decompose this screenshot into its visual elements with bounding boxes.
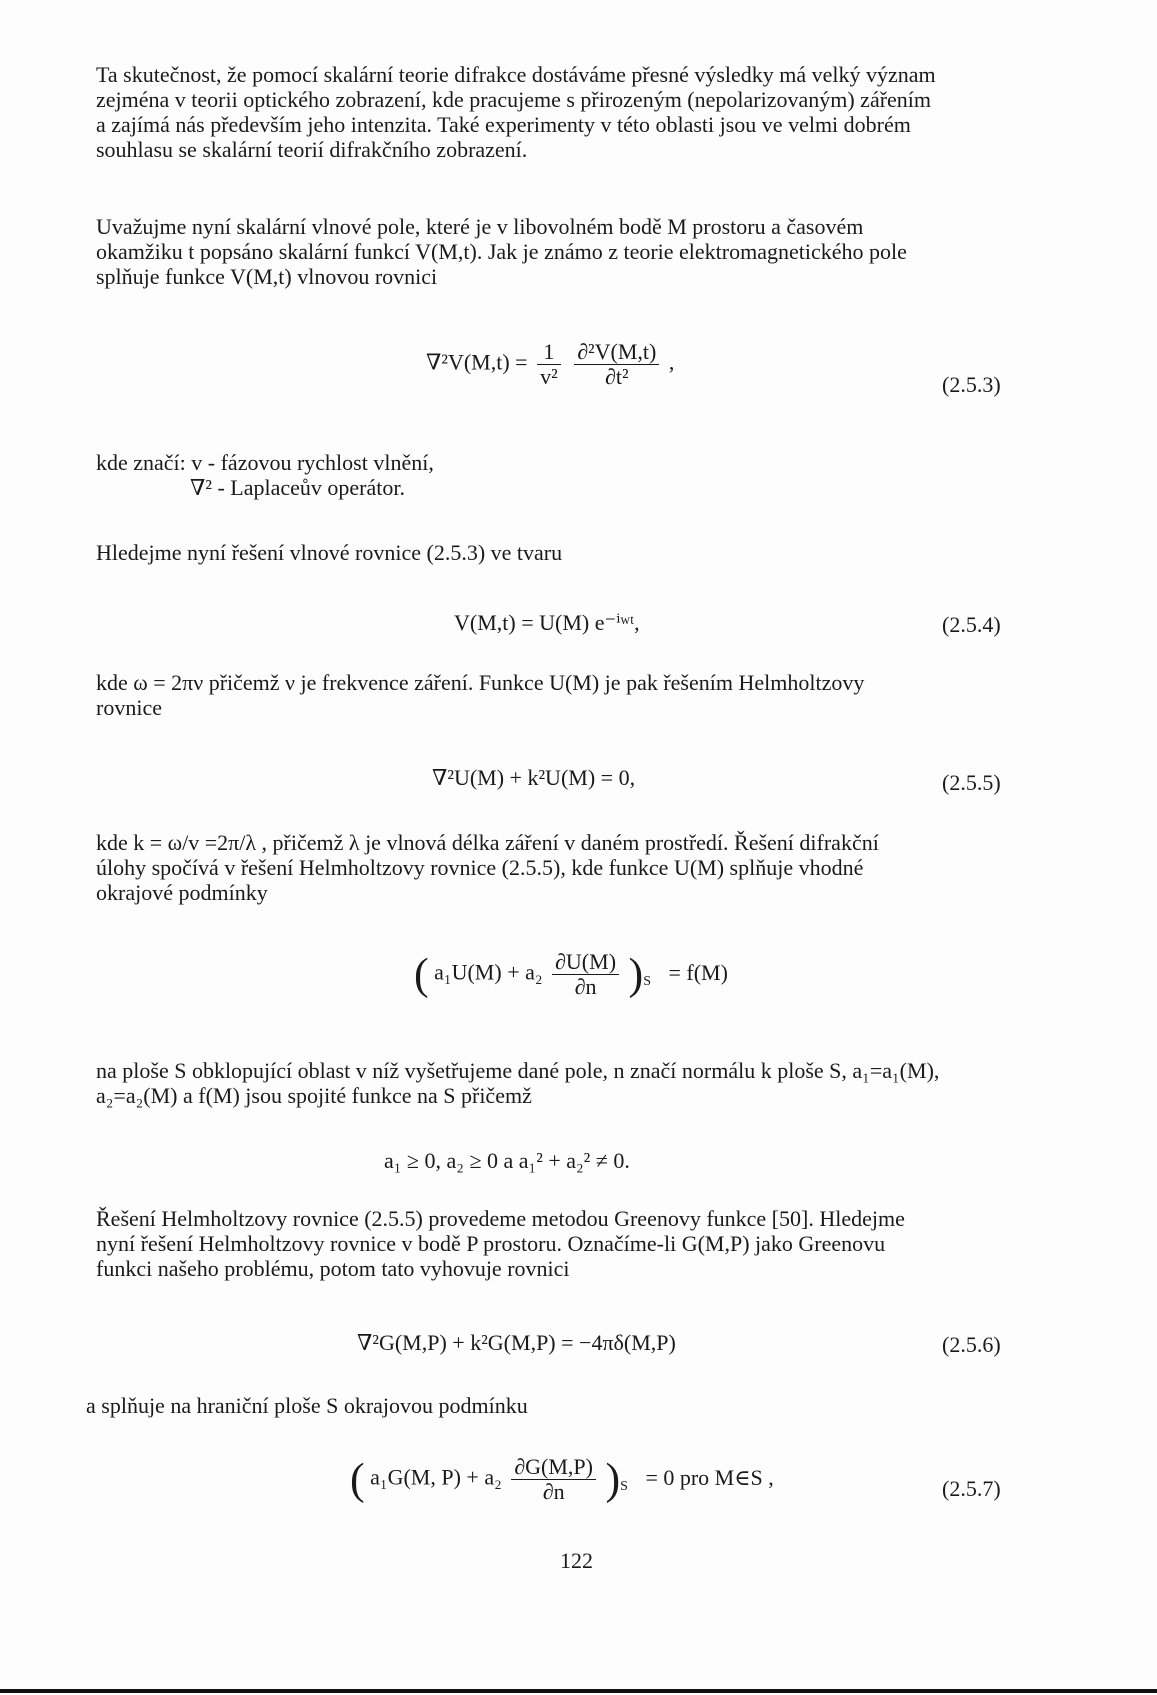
equation-number: (2.5.5) xyxy=(942,770,1001,795)
text-line: a zajímá nás především jeho intenzita. Také experimenty v této oblasti jsou ve velmi dobrém xyxy=(96,112,911,137)
left-paren: ( xyxy=(414,949,429,999)
left-paren: ( xyxy=(350,1454,365,1504)
page-number: 122 xyxy=(560,1548,593,1573)
equation-lhs: a₁U(M) + a₂ xyxy=(434,959,543,985)
equation-2-5-5: ∇²U(M) + k²U(M) = 0, xyxy=(432,765,636,790)
text-line: a splňuje na hraniční ploše S okrajovou podmínku xyxy=(86,1393,528,1418)
equation-rhs: = f(M) xyxy=(668,959,728,985)
text-line: funkci našeho problému, potom tato vyhovuje rovnici xyxy=(96,1256,570,1281)
equation-boundary-condition xyxy=(414,950,728,999)
fraction-numerator: ∂G(M,P) xyxy=(511,1455,596,1480)
equation-2-5-3 xyxy=(426,340,674,389)
equation-number: (2.5.7) xyxy=(942,1476,1001,1501)
paragraph-surface xyxy=(96,1058,1038,1108)
subscript: S xyxy=(620,1478,628,1494)
equation-tail: , xyxy=(668,349,675,375)
text-line: zejména v teorii optického zobrazení, kde pracujeme s přirozeným (nepolarizovaným) zářením xyxy=(96,87,932,112)
equation-number: (2.5.6) xyxy=(942,1332,1001,1357)
text-line: ∇² - Laplaceův operátor. xyxy=(190,475,405,500)
scan-edge-rule xyxy=(0,1689,1157,1693)
paragraph-intro xyxy=(96,62,1038,162)
equation-rhs: = 0 pro M∈S , xyxy=(645,1464,774,1490)
text-line: rovnice xyxy=(96,695,162,720)
text-line: úlohy spočívá v řešení Helmholtzovy rovnice (2.5.5), kde funkce U(M) splňuje vhodné xyxy=(96,855,864,880)
text-line: okamžiku t popsáno skalární funkcí V(M,t). Jak je známo z teorie elektromagnetického pole xyxy=(96,239,907,264)
text-line: splňuje funkce V(M,t) vlnovou rovnici xyxy=(96,264,438,289)
equation-number: (2.5.4) xyxy=(942,612,1001,637)
text-line: kde k = ω/v =2π/λ , přičemž λ je vlnová délka záření v daném prostředí. Řešení difrakční xyxy=(96,830,879,855)
paragraph-search-solution xyxy=(96,540,1038,565)
text-line: na ploše S obklopující oblast v níž vyšetřujeme dané pole, n značí normálu k ploše S, a₁=a₁(M), xyxy=(96,1058,940,1083)
text-line: souhlasu se skalární teorií difrakčního zobrazení. xyxy=(96,137,528,162)
text-line: Řešení Helmholtzovy rovnice (2.5.5) provedeme metodou Greenovy funkce [50]. Hledejme xyxy=(96,1206,905,1231)
right-paren: ) xyxy=(605,1454,621,1504)
fraction-denominator: ∂t² xyxy=(604,364,629,389)
fraction-denominator: v² xyxy=(540,364,558,389)
subscript: S xyxy=(643,973,651,989)
right-paren: ) xyxy=(628,949,644,999)
text-line: Ta skutečnost, že pomocí skalární teorie difrakce dostáváme přesné výsledky má velký význam xyxy=(96,62,936,87)
fraction xyxy=(511,1455,596,1504)
fraction-numerator: ∂U(M) xyxy=(552,950,619,975)
text-line: nyní řešení Helmholtzovy rovnice v bodě P prostoru. Označíme-li G(M,P) jako Greenovu xyxy=(96,1231,886,1256)
fraction-denominator: ∂n xyxy=(574,974,597,999)
paragraph-wavelength xyxy=(96,830,1038,905)
paragraph-frequency xyxy=(96,670,1038,720)
equation-2-5-4: V(M,t) = U(M) e⁻ⁱʷᵗ, xyxy=(454,610,640,635)
fraction xyxy=(574,340,659,389)
text-line: Uvažujme nyní skalární vlnové pole, které je v libovolném bodě M prostoru a časovém xyxy=(96,214,864,239)
fraction-numerator: 1 xyxy=(537,340,561,365)
equation-lhs: ∇²V(M,t) = xyxy=(426,349,528,375)
fraction-denominator: ∂n xyxy=(542,1479,565,1504)
paragraph-green-function xyxy=(96,1206,1038,1281)
paragraph-wave-field xyxy=(96,214,1038,289)
equation-2-5-6: ∇²G(M,P) + k²G(M,P) = −4πδ(M,P) xyxy=(357,1330,676,1355)
fraction-numerator: ∂²V(M,t) xyxy=(574,340,659,365)
fraction xyxy=(552,950,619,999)
text-line: a₂=a₂(M) a f(M) jsou spojité funkce na S přičemž xyxy=(96,1083,532,1108)
equation-coefficient-condition: a₁ ≥ 0, a₂ ≥ 0 a a₁² + a₂² ≠ 0. xyxy=(384,1148,630,1173)
text-line: kde značí: v - fázovou rychlost vlnění, xyxy=(96,450,434,475)
text-line: Hledejme nyní řešení vlnové rovnice (2.5.3) ve tvaru xyxy=(96,540,563,565)
fraction xyxy=(537,340,561,389)
text-line: kde ω = 2πν přičemž ν je frekvence záření. Funkce U(M) je pak řešením Helmholtzovy xyxy=(96,670,865,695)
paragraph-definitions xyxy=(96,450,1038,500)
equation-lhs: a₁G(M, P) + a₂ xyxy=(370,1464,502,1490)
equation-2-5-7 xyxy=(350,1455,774,1504)
paragraph-boundary xyxy=(86,1393,1028,1418)
equation-number: (2.5.3) xyxy=(942,372,1001,397)
text-line: okrajové podmínky xyxy=(96,880,268,905)
